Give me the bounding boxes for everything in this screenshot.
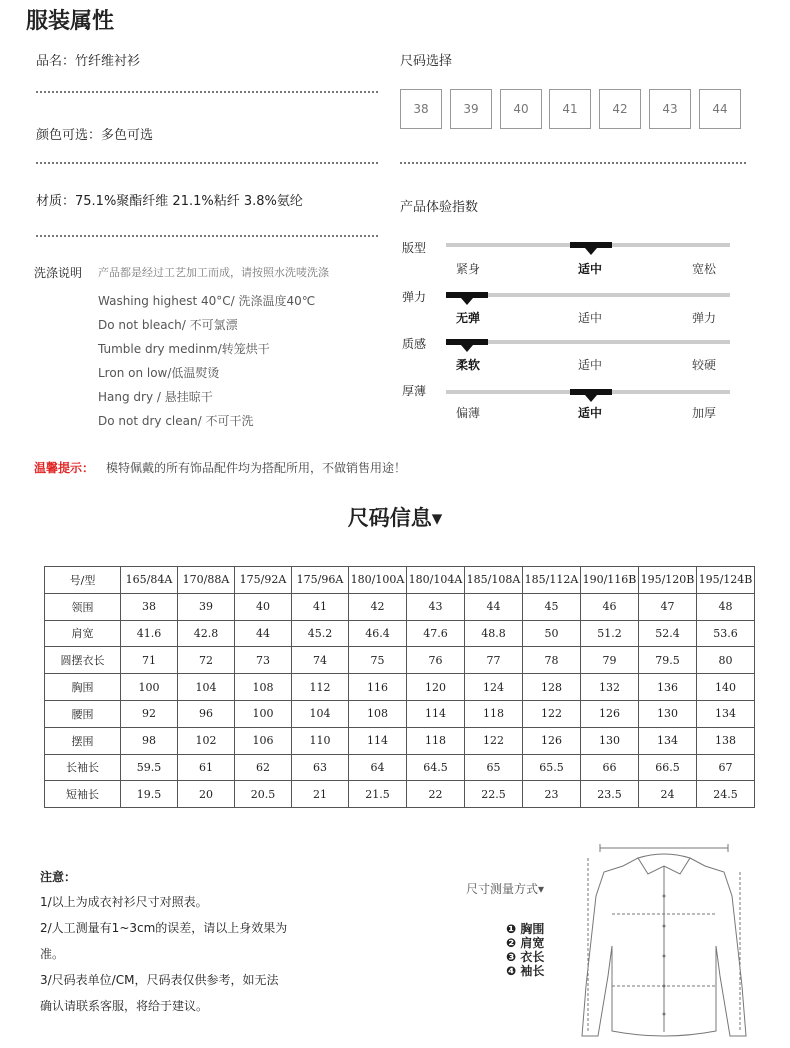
size-option-43[interactable]: 43 — [649, 89, 691, 129]
table-cell: 106 — [235, 727, 292, 754]
size-select-label: 尺码选择 — [400, 54, 453, 69]
product-name: 品名：竹纤维衬衫 — [36, 54, 141, 69]
table-cell: 20 — [178, 781, 235, 808]
experience-option: 紧身 — [456, 262, 481, 276]
table-cell: 47.6 — [407, 620, 465, 647]
experience-option: 较硬 — [692, 358, 717, 372]
experience-track — [446, 340, 730, 344]
washing-line: Tumble dry medinm/转笼烘干 — [98, 342, 270, 356]
tip-text: 模特佩戴的所有饰品配件均为搭配所用，不做销售用途！ — [106, 461, 407, 475]
experience-option: 适中 — [578, 311, 603, 325]
table-cell: 42 — [349, 593, 407, 620]
experience-marker-tip — [585, 395, 597, 402]
table-cell: 104 — [178, 674, 235, 701]
experience-label-fit: 版型 — [402, 241, 427, 255]
table-row-header: 摆围 — [45, 727, 121, 754]
table-header-cell: 185/108A — [465, 567, 523, 594]
table-cell: 20.5 — [235, 781, 292, 808]
table-cell: 77 — [465, 647, 523, 674]
table-cell: 72 — [178, 647, 235, 674]
table-cell: 71 — [121, 647, 178, 674]
table-row — [45, 700, 755, 727]
measure-item-shoulder: ❷ 肩宽 — [506, 936, 545, 950]
washing-line: Do not dry clean/ 不可干洗 — [98, 414, 254, 428]
table-cell: 21 — [292, 781, 349, 808]
table-cell: 136 — [639, 674, 697, 701]
experience-option-selected: 适中 — [578, 406, 603, 420]
table-cell: 48 — [697, 593, 755, 620]
table-cell: 138 — [697, 727, 755, 754]
table-cell: 76 — [407, 647, 465, 674]
table-cell: 114 — [349, 727, 407, 754]
table-row-header: 肩宽 — [45, 620, 121, 647]
table-cell: 74 — [292, 647, 349, 674]
note-line: 准。 — [40, 947, 65, 961]
table-cell: 66 — [581, 754, 639, 781]
table-header-cell: 180/100A — [349, 567, 407, 594]
experience-option: 适中 — [578, 358, 603, 372]
page-title: 服装属性 — [26, 9, 115, 34]
table-cell: 24 — [639, 781, 697, 808]
table-cell: 112 — [292, 674, 349, 701]
table-cell: 42.8 — [178, 620, 235, 647]
table-cell: 79 — [581, 647, 639, 674]
table-cell: 46.4 — [349, 620, 407, 647]
note-line: 3/尺码表单位/CM，尺码表仅供参考，如无法 — [40, 973, 279, 987]
table-row-header: 长袖长 — [45, 754, 121, 781]
size-option-39[interactable]: 39 — [450, 89, 492, 129]
table-header-cell: 195/124B — [697, 567, 755, 594]
note-line: 2/人工测量有1~3cm的误差，请以上身效果为 — [40, 921, 288, 935]
table-row — [45, 647, 755, 674]
table-cell: 100 — [121, 674, 178, 701]
table-row-header: 胸围 — [45, 674, 121, 701]
table-cell: 22.5 — [465, 781, 523, 808]
table-cell: 19.5 — [121, 781, 178, 808]
table-cell: 78 — [523, 647, 581, 674]
table-cell: 65.5 — [523, 754, 581, 781]
measure-item-sleeve: ❹ 袖长 — [506, 964, 545, 978]
table-row — [45, 781, 755, 808]
table-cell: 100 — [235, 700, 292, 727]
table-cell: 134 — [697, 700, 755, 727]
table-cell: 21.5 — [349, 781, 407, 808]
experience-option-selected: 适中 — [578, 262, 603, 276]
table-cell: 118 — [465, 700, 523, 727]
table-cell: 130 — [639, 700, 697, 727]
table-cell: 65 — [465, 754, 523, 781]
table-row — [45, 674, 755, 701]
table-row — [45, 593, 755, 620]
experience-track — [446, 293, 730, 297]
divider — [36, 91, 378, 93]
experience-label-elasticity: 弹力 — [402, 290, 427, 304]
table-cell: 102 — [178, 727, 235, 754]
table-cell: 66.5 — [639, 754, 697, 781]
divider — [400, 162, 746, 164]
table-cell: 114 — [407, 700, 465, 727]
divider — [36, 162, 378, 164]
table-cell: 104 — [292, 700, 349, 727]
table-cell: 134 — [639, 727, 697, 754]
table-cell: 24.5 — [697, 781, 755, 808]
experience-option-selected: 无弹 — [456, 311, 481, 325]
table-cell: 124 — [465, 674, 523, 701]
measure-title: 尺寸测量方式▾ — [466, 882, 545, 896]
material: 材质：75.1%聚酯纤维 21.1%粘纤 3.8%氨纶 — [36, 194, 303, 209]
table-header-row — [45, 567, 755, 594]
table-cell: 47 — [639, 593, 697, 620]
size-table — [44, 566, 755, 808]
table-cell: 116 — [349, 674, 407, 701]
table-header-cell: 185/112A — [523, 567, 581, 594]
washing-title: 洗涤说明 — [34, 266, 83, 280]
table-row-header: 圆摆衣长 — [45, 647, 121, 674]
table-cell: 22 — [407, 781, 465, 808]
table-cell: 120 — [407, 674, 465, 701]
experience-title: 产品体验指数 — [400, 200, 479, 215]
table-cell: 126 — [523, 727, 581, 754]
table-header-cell: 175/92A — [235, 567, 292, 594]
table-header-cell: 号/型 — [45, 567, 121, 594]
experience-label-thickness: 厚薄 — [402, 384, 427, 398]
table-cell: 140 — [697, 674, 755, 701]
table-cell: 46 — [581, 593, 639, 620]
table-cell: 62 — [235, 754, 292, 781]
table-cell: 108 — [349, 700, 407, 727]
notes-title: 注意： — [40, 870, 77, 884]
table-cell: 63 — [292, 754, 349, 781]
washing-line: Washing highest 40°C/ 洗涤温度40℃ — [98, 294, 316, 308]
note-line: 确认请联系客服，将给于建议。 — [40, 999, 209, 1013]
table-row-header: 短袖长 — [45, 781, 121, 808]
table-cell: 64 — [349, 754, 407, 781]
table-cell: 45.2 — [292, 620, 349, 647]
experience-label-texture: 质感 — [402, 337, 427, 351]
table-cell: 64.5 — [407, 754, 465, 781]
table-cell: 23.5 — [581, 781, 639, 808]
divider — [36, 235, 378, 237]
table-row — [45, 727, 755, 754]
table-cell: 39 — [178, 593, 235, 620]
table-cell: 132 — [581, 674, 639, 701]
table-cell: 59.5 — [121, 754, 178, 781]
experience-option: 加厚 — [692, 406, 717, 420]
table-cell: 126 — [581, 700, 639, 727]
table-cell: 45 — [523, 593, 581, 620]
experience-option: 弹力 — [692, 311, 717, 325]
table-cell: 110 — [292, 727, 349, 754]
table-cell: 67 — [697, 754, 755, 781]
table-cell: 79.5 — [639, 647, 697, 674]
table-cell: 44 — [235, 620, 292, 647]
table-cell: 51.2 — [581, 620, 639, 647]
size-option-38[interactable]: 38 — [400, 89, 442, 129]
size-option-41[interactable]: 41 — [549, 89, 591, 129]
table-row-header: 领围 — [45, 593, 121, 620]
table-row — [45, 620, 755, 647]
experience-marker-tip — [461, 298, 473, 305]
table-cell: 96 — [178, 700, 235, 727]
size-info-title: 尺码信息▾ — [347, 506, 443, 530]
color-options: 颜色可选：多色可选 — [36, 128, 154, 143]
table-cell: 92 — [121, 700, 178, 727]
table-cell: 61 — [178, 754, 235, 781]
table-cell: 73 — [235, 647, 292, 674]
experience-option-selected: 柔软 — [456, 358, 481, 372]
table-cell: 41.6 — [121, 620, 178, 647]
table-cell: 48.8 — [465, 620, 523, 647]
table-cell: 40 — [235, 593, 292, 620]
table-cell: 38 — [121, 593, 178, 620]
table-cell: 98 — [121, 727, 178, 754]
table-row-header: 腰围 — [45, 700, 121, 727]
washing-line: 产品都是经过工艺加工而成，请按照水洗唛洗涤 — [98, 266, 329, 279]
table-cell: 130 — [581, 727, 639, 754]
experience-marker-tip — [461, 345, 473, 352]
table-row — [45, 754, 755, 781]
table-header-cell: 190/116B — [581, 567, 639, 594]
measure-item-chest: ❶ 胸围 — [506, 922, 545, 936]
size-option-40[interactable]: 40 — [500, 89, 542, 129]
size-option-42[interactable]: 42 — [599, 89, 641, 129]
washing-line: Lron on low/低温熨烫 — [98, 366, 220, 380]
table-header-cell: 170/88A — [178, 567, 235, 594]
experience-option: 偏薄 — [456, 406, 481, 420]
table-cell: 50 — [523, 620, 581, 647]
measure-item-length: ❸ 衣长 — [506, 950, 545, 964]
table-cell: 41 — [292, 593, 349, 620]
table-cell: 43 — [407, 593, 465, 620]
experience-option: 宽松 — [692, 262, 717, 276]
table-cell: 52.4 — [639, 620, 697, 647]
shirt-measurement-diagram — [568, 836, 758, 1044]
table-header-cell: 175/96A — [292, 567, 349, 594]
washing-line: Hang dry / 悬挂晾干 — [98, 390, 213, 404]
table-header-cell: 180/104A — [407, 567, 465, 594]
table-cell: 108 — [235, 674, 292, 701]
table-cell: 23 — [523, 781, 581, 808]
table-cell: 122 — [523, 700, 581, 727]
table-cell: 128 — [523, 674, 581, 701]
tip-label: 温馨提示： — [34, 461, 95, 475]
table-cell: 44 — [465, 593, 523, 620]
table-cell: 80 — [697, 647, 755, 674]
size-option-44[interactable]: 44 — [699, 89, 741, 129]
table-cell: 53.6 — [697, 620, 755, 647]
table-header-cell: 165/84A — [121, 567, 178, 594]
table-cell: 122 — [465, 727, 523, 754]
experience-marker-tip — [585, 248, 597, 255]
table-cell: 75 — [349, 647, 407, 674]
table-header-cell: 195/120B — [639, 567, 697, 594]
table-cell: 118 — [407, 727, 465, 754]
note-line: 1/以上为成衣衬衫尺寸对照表。 — [40, 895, 208, 909]
washing-line: Do not bleach/ 不可氯漂 — [98, 318, 238, 332]
